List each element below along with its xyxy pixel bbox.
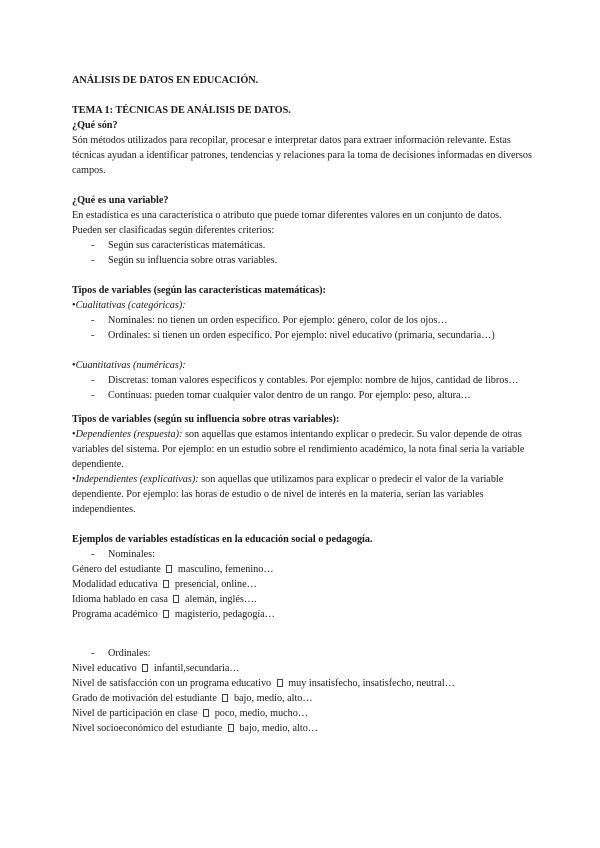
dependent-label: Dependientes (respuesta):: [75, 429, 183, 440]
document-title: ANÁLISIS DE DATOS EN EDUCACIÓN.: [72, 75, 259, 86]
arrow-icon: [163, 610, 169, 618]
quant-item-text: Discretas: toman valores específicos y contables. Por ejemplo: nombre de hijos, cantidad de libros…: [108, 375, 519, 386]
variable-paragraph: En estadística es una característica o atributo que puede tomar diferentes valores en un conjunto de datos. Pueden ser clasificadas según diferentes criterios:: [72, 210, 502, 236]
criteria-text: Según su influencia sobre otras variables.: [108, 255, 278, 266]
arrow-icon: [203, 709, 209, 717]
dependent-text: son aquellas que estamos intentando explicar o predecir. Su valor depende de otras variables del sistema. Por ejemplo: en un estudio sobre el rendimiento académico, la nota final sería la variable dependiente.: [72, 429, 525, 470]
types-influence-heading: Tipos de variables (según su influencia sobre otras variables):: [72, 414, 340, 425]
example-value: magisterio, pedagogía…: [174, 609, 275, 620]
example-line: [72, 676, 532, 691]
example-line: [72, 691, 532, 706]
example-line: [72, 607, 532, 622]
list-item: - Ordinales: si tienen un orden específico. Por ejemplo: nivel educativo (primaria, secundaria…): [91, 330, 495, 341]
list-item: - Nominales: no tienen un orden específico. Por ejemplo: género, color de los ojos…: [91, 315, 448, 326]
independent-paragraph: •Independientes (explicativas): son aquellas que utilizamos para explicar o predecir el valor de la variable dependiente. Por ejemplo: las horas de estudio o de nivel de interés en la materia, serían las variables independientes.: [72, 474, 504, 515]
example-value: masculino, femenino…: [177, 564, 274, 575]
example-key: Género del estudiante: [72, 564, 161, 575]
example-key: Idioma hablado en casa: [72, 594, 168, 605]
arrow-icon: [222, 694, 228, 702]
example-line: [72, 577, 532, 592]
example-value: presencial, online…: [174, 579, 257, 590]
dependent-paragraph: •Dependientes (respuesta): son aquellas que estamos intentando explicar o predecir. Su valor depende de otras variables del sistema. Por ejemplo: en un estudio sobre el rendimiento académico, la nota final sería la variable dependiente.: [72, 429, 525, 470]
example-value: alemán, inglés….: [185, 594, 257, 605]
qualitative-label: •Cualitativas (categóricas):: [72, 300, 186, 311]
arrow-icon: [163, 580, 169, 588]
criteria-text: Según sus características matemáticas.: [108, 240, 266, 251]
arrow-icon: [142, 664, 148, 672]
example-value: bajo, medio, alto…: [239, 723, 318, 734]
arrow-icon: [173, 595, 179, 603]
example-key: Nivel educativo: [72, 663, 137, 674]
example-key: Grado de motivación del estudiante: [72, 693, 217, 704]
nominal-heading: Nominales:: [108, 549, 155, 560]
quantitative-text: Cuantitativas (numéricas):: [75, 360, 186, 371]
example-line: [72, 721, 532, 736]
quantitative-label: •Cuantitativas (numéricas):: [72, 360, 186, 371]
example-line: [72, 592, 532, 607]
example-key: Nivel socioeconómico del estudiante: [72, 723, 223, 734]
list-item: - Discretas: toman valores específicos y contables. Por ejemplo: nombre de hijos, cantidad de libros…: [91, 375, 519, 386]
arrow-icon: [277, 679, 283, 687]
arrow-icon: [166, 565, 172, 573]
list-item: - Ordinales:: [91, 648, 151, 659]
independent-text: son aquellas que utilizamos para explicar o predecir el valor de la variable dependiente. Por ejemplo: las horas de estudio o de nivel de interés en la materia, serían las variables independientes.: [72, 474, 504, 515]
list-item: - Según sus características matemáticas.: [91, 240, 266, 251]
document-body: [72, 73, 532, 736]
qual-item-text: Ordinales: si tienen un orden específico. Por ejemplo: nivel educativo (primaria, secundaria…): [108, 330, 495, 341]
example-key: Nivel de participación en clase: [72, 708, 198, 719]
example-key: Programa académico: [72, 609, 158, 620]
qualitative-text: Cualitativas (categóricas):: [75, 300, 186, 311]
example-value: infantil,secundaria…: [153, 663, 240, 674]
example-value: muy insatisfecho, insatisfecho, neutral…: [288, 678, 455, 689]
example-line: [72, 562, 532, 577]
ordinal-examples: [72, 661, 532, 736]
list-item: - Según su influencia sobre otras variables.: [91, 255, 278, 266]
independent-label: Independientes (explicativas):: [75, 474, 199, 485]
arrow-icon: [228, 724, 234, 732]
example-key: Nivel de satisfacción con un programa educativo: [72, 678, 272, 689]
ordinal-heading: Ordinales:: [108, 648, 151, 659]
variable-heading: ¿Qué es una variable?: [72, 195, 169, 206]
what-heading: ¿Qué són?: [72, 120, 118, 131]
quant-item-text: Contínuas: pueden tomar cualquier valor dentro de un rango. Por ejemplo: peso, altura…: [108, 390, 471, 401]
example-value: poco, medio, mucho…: [214, 708, 309, 719]
qual-item-text: Nominales: no tienen un orden específico. Por ejemplo: género, color de los ojos…: [108, 315, 448, 326]
list-item: - Contínuas: pueden tomar cualquier valor dentro de un rango. Por ejemplo: peso, altura…: [91, 390, 471, 401]
nominal-examples: [72, 562, 532, 622]
what-paragraph: Són métodos utilizados para recopilar, procesar e interpretar datos para extraer información relevante. Estas técnicas ayudan a identificar patrones, tendencias y relaciones para la toma de decisiones informadas en diversos campos.: [72, 135, 532, 176]
example-line: [72, 706, 532, 721]
types-math-heading: Tipos de variables (según las características matemáticas):: [72, 285, 326, 296]
examples-heading: Ejemplos de variables estadísticas en la educación social o pedagogía.: [72, 534, 373, 545]
example-key: Modalidad educativa: [72, 579, 158, 590]
topic-heading: TEMA 1: TÉCNICAS DE ANÁLISIS DE DATOS.: [72, 105, 291, 116]
example-value: bajo, medio, alto…: [233, 693, 313, 704]
list-item: - Nominales:: [91, 549, 155, 560]
example-line: [72, 661, 532, 676]
